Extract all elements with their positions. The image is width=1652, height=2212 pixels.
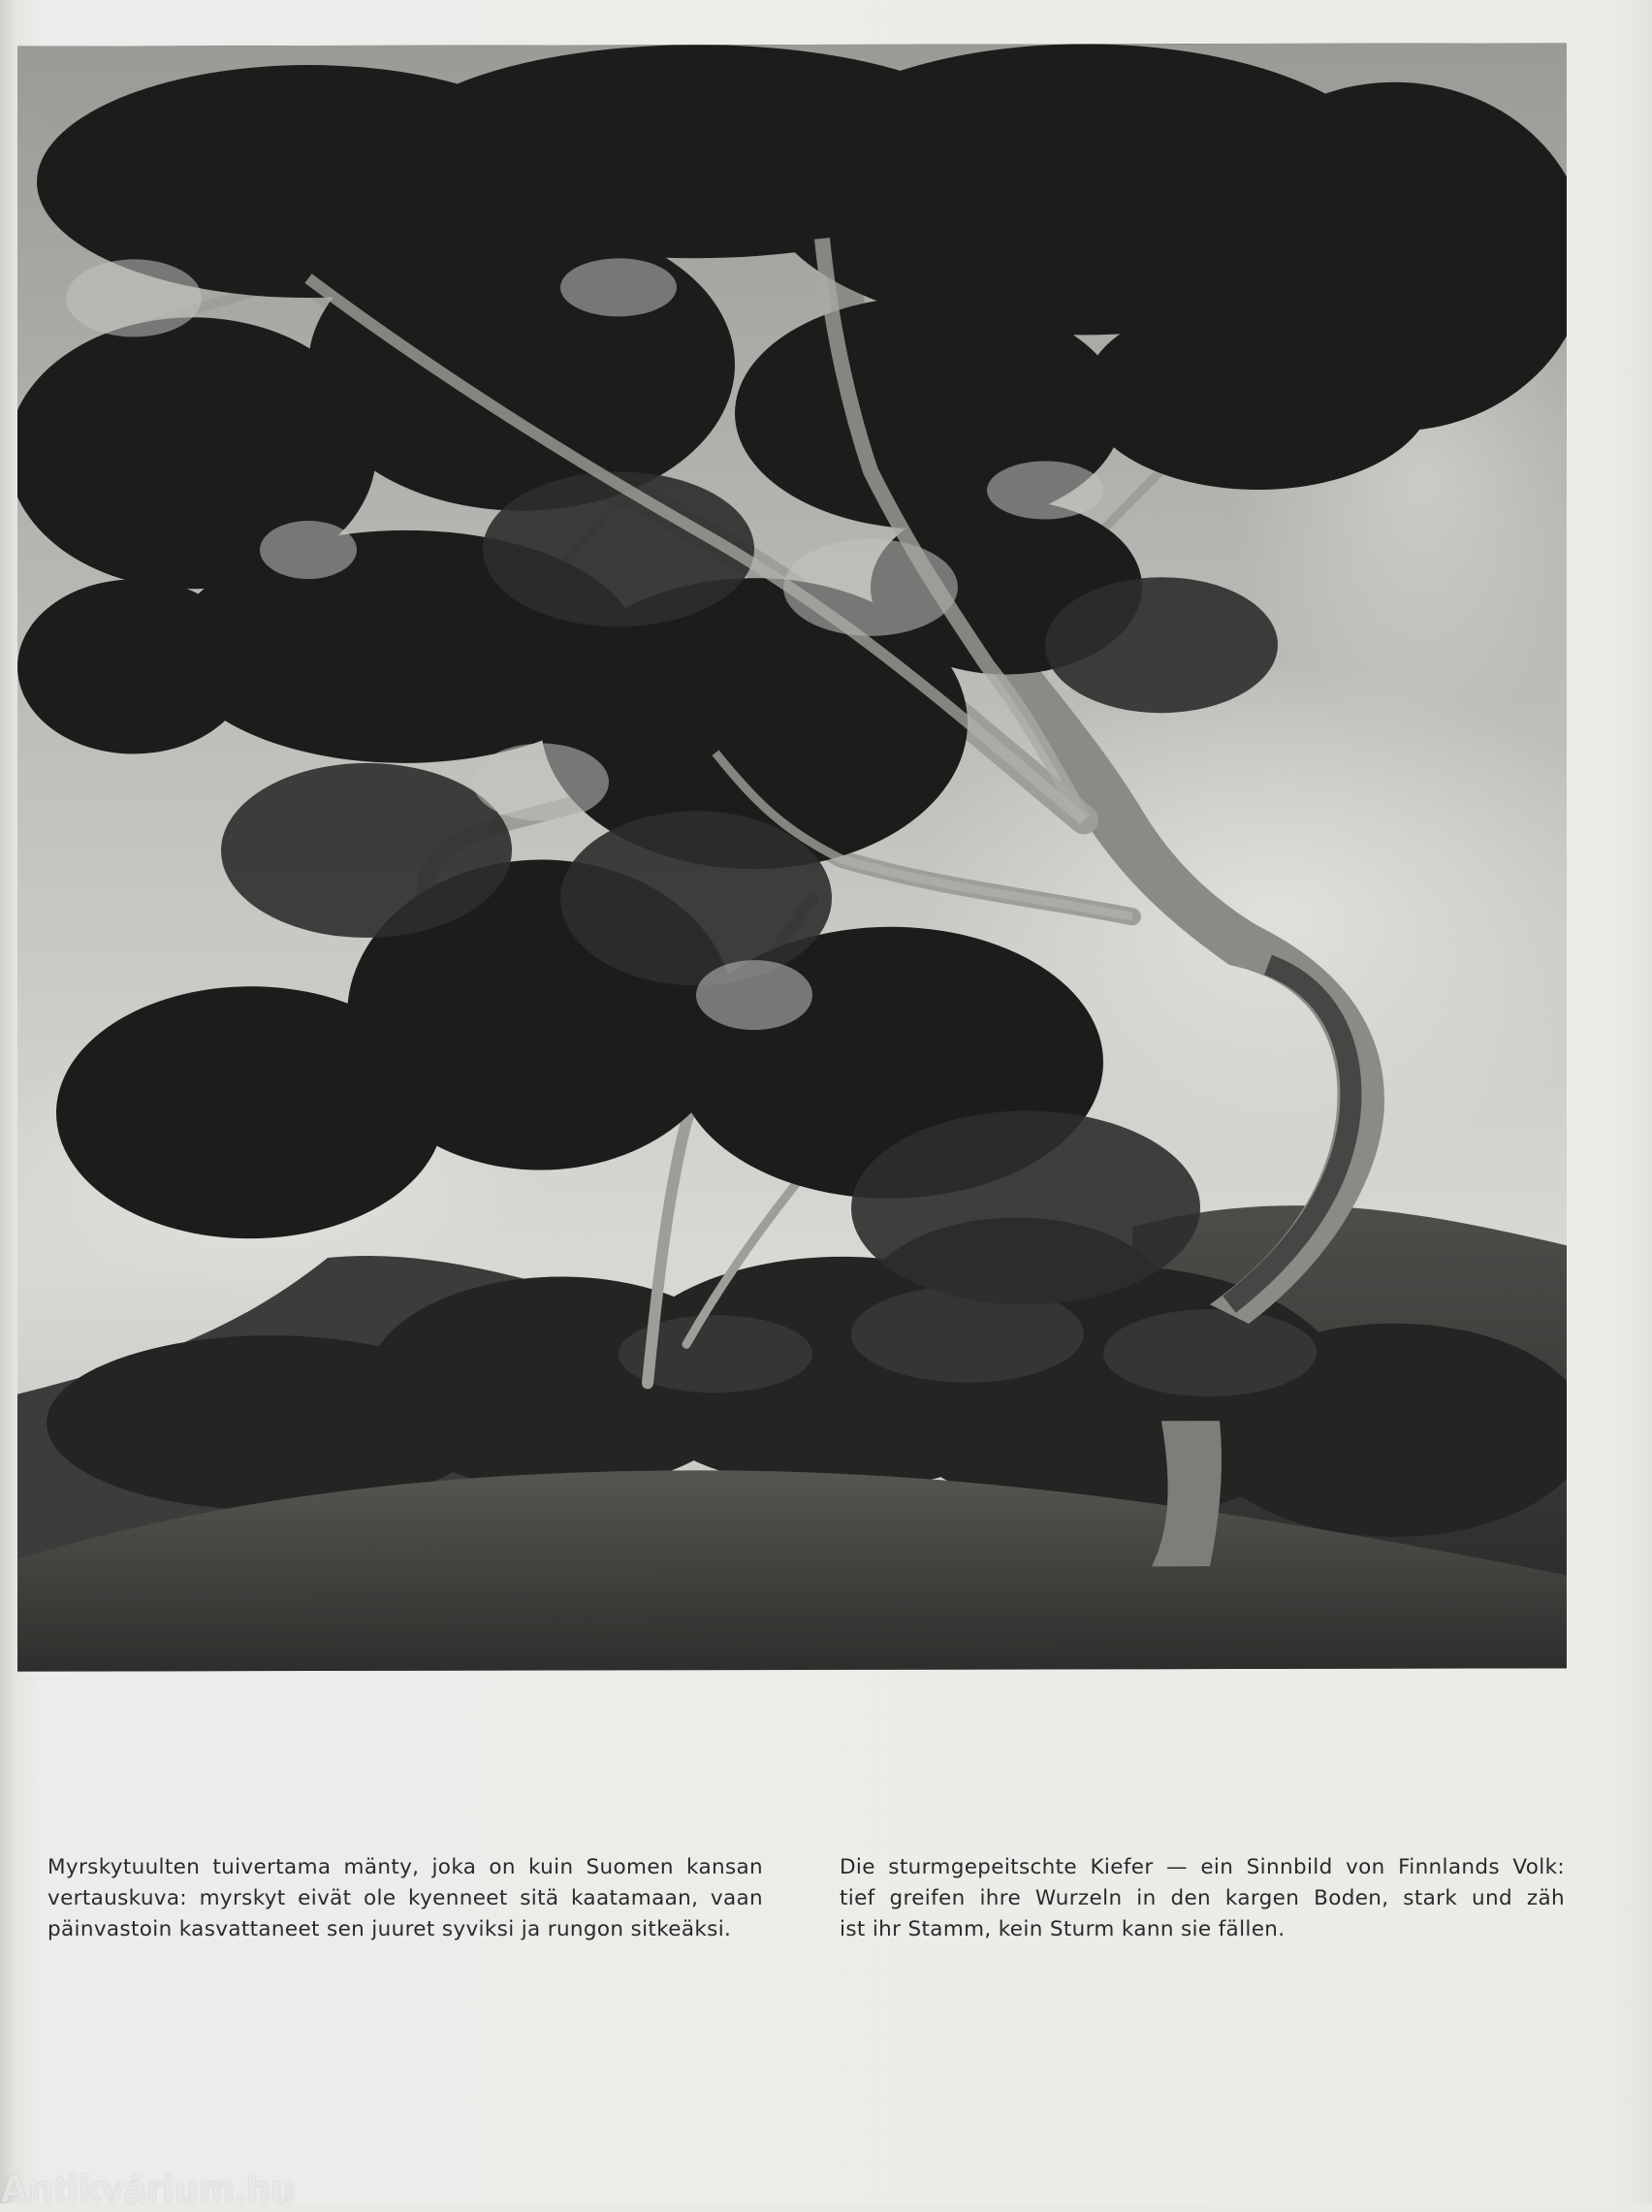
caption-finnish-line: vertauskuva: myrskyt eivät ole kyenneet sitä kaatamaan, vaan bbox=[48, 1886, 763, 1910]
watermark: Antikvárium.hu bbox=[0, 2168, 297, 2211]
caption-german-line: ist ihr Stamm, kein Sturm kann sie fällen. bbox=[840, 1917, 1286, 1941]
page-binding-edge bbox=[0, 0, 14, 2203]
caption-finnish-line: päinvastoin kasvattaneet sen juuret syviksi ja rungon sitkeäksi. bbox=[48, 1917, 732, 1941]
caption-finnish-line: Myrskytuulten tuivertama mänty, joka on kuin Suomen kansan bbox=[48, 1855, 763, 1879]
caption-german-line: Die sturmgepeitschte Kiefer — ein Sinnbild von Finnlands Volk: bbox=[840, 1855, 1565, 1879]
caption-german bbox=[840, 1852, 1565, 1945]
pine-tree-photograph bbox=[17, 43, 1567, 1671]
caption-german-line: tief greifen ihre Wurzeln in den kargen Boden, stark und zäh bbox=[840, 1886, 1565, 1910]
caption-finnish bbox=[48, 1852, 763, 1945]
pine-tree-photo-svg bbox=[17, 43, 1567, 1671]
